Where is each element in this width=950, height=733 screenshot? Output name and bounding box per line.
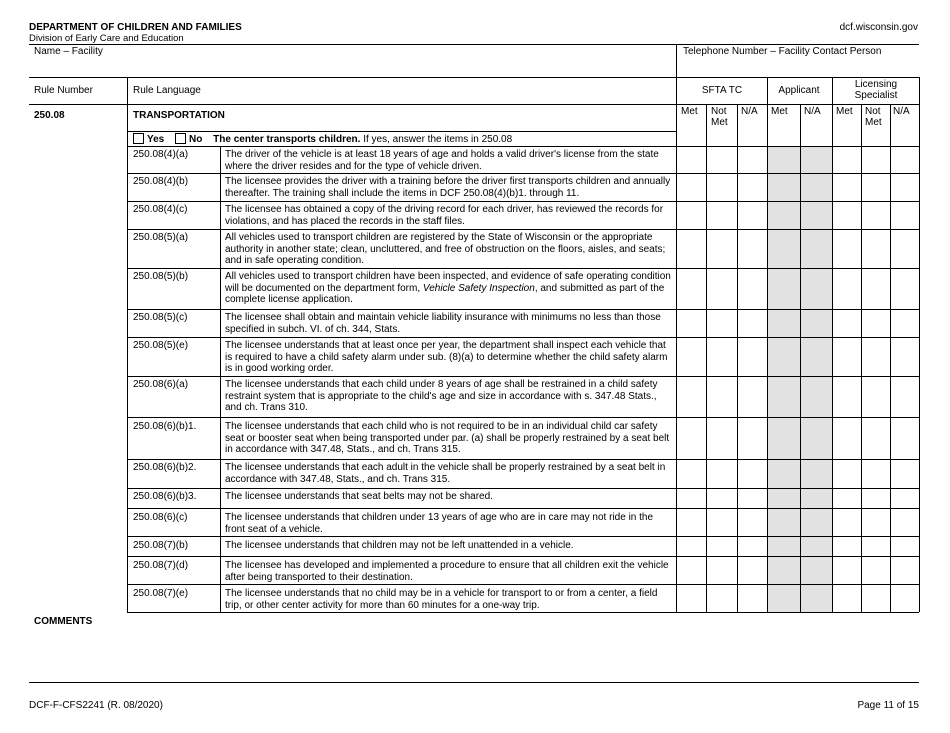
specialist-not-met-header: Not Met (865, 106, 882, 128)
name-facility-label: Name – Facility (34, 46, 103, 57)
rule-code: 250.08(4)(b) (133, 176, 189, 187)
rule-code: 250.08(6)(b)3. (133, 491, 197, 502)
telephone-label: Telephone Number – Facility Contact Person (683, 46, 882, 57)
yes-label: Yes (147, 134, 165, 145)
question-text: If yes, answer the items in 250.08 (363, 134, 513, 145)
rule-code: 250.08(4)(c) (133, 204, 188, 215)
rule-code: 250.08(5)(a) (133, 232, 189, 243)
rule-code: 250.08(7)(e) (133, 588, 189, 599)
rule-text: The licensee understands that seat belts may not be shared. (225, 491, 493, 502)
header-sfta-tc: SFTA TC (701, 85, 743, 96)
name-facility-field[interactable] (29, 46, 675, 76)
rule-code: 250.08(6)(a) (133, 379, 189, 390)
sfta-met-header: Met (681, 106, 698, 117)
rule-text: The licensee provides the driver with a training before the driver first transports children and annually thereafter. The training shall include the items in DCF 250.08(4)(b)1. through 11. (225, 176, 671, 199)
comments-field[interactable] (29, 630, 919, 680)
rule-text: The licensee understands that at least once per year, the department shall inspect each vehicle that is required to have a child safety alarm under sub. (8)(a) to determine whether the child safety alarm is in good working order. (225, 340, 668, 374)
rule-code: 250.08(7)(d) (133, 560, 189, 571)
rule-text: The licensee understands that children may not be left unattended in a vehicle. (225, 540, 574, 551)
rule-text-form-name: Vehicle Safety Inspection (422, 282, 535, 294)
applicant-na-header: N/A (804, 106, 821, 117)
no-checkbox[interactable] (175, 133, 186, 144)
header-rule-language: Rule Language (133, 85, 201, 96)
rule-code: 250.08(5)(b) (133, 271, 189, 282)
rule-text: All vehicles used to transport children are registered by the State of Wisconsin or the appropriate authority in another state; clean, uncluttered, and free of obstruction on the floors, aisles, and seats; and in safe operating condition. (225, 232, 666, 266)
comments-label: COMMENTS (34, 616, 93, 627)
rule-code: 250.08(4)(a) (133, 149, 189, 160)
sfta-na-header: N/A (741, 106, 758, 117)
rule-text: The licensee understands that each child who is not required to be in an individual child car safety seat or booster seat when being transported under par. (a) shall be properly restrained by a seat belt in accordance with 347.48, Stats., and ch. Trans 315. (225, 421, 670, 455)
rule-text: The licensee understands that each child under 8 years of age shall be restrained in a child safety restraint system that is appropriate to the child's age and size in accordance with s. 347.48 Stats., and ch. Trans 310. (225, 379, 658, 413)
form-number: DCF-F-CFS2241 (R. 08/2020) (29, 700, 163, 711)
rule-text: The licensee has developed and implemented a procedure to ensure that all children exit the vehicle after being transported to their destination. (225, 560, 669, 583)
website-link[interactable]: dcf.wisconsin.gov (839, 22, 918, 33)
rule-text: The licensee has obtained a copy of the driving record for each driver, has reviewed the records for violations, and has placed the records in the staff files. (225, 204, 664, 227)
rule-code: 250.08(5)(c) (133, 312, 188, 323)
applicant-met-header: Met (771, 106, 788, 117)
rule-text: The licensee understands that children under 13 years of age who are in care may not ride in the front seat of a vehicle. (225, 512, 654, 535)
page-number: Page 11 of 15 (857, 700, 919, 711)
header-applicant: Applicant (778, 85, 820, 96)
section-number: 250.08 (34, 110, 65, 121)
section-title: TRANSPORTATION (133, 110, 225, 121)
rule-text: The licensee understands that no child may be in a vehicle for transport to or from a center, a field trip, or other center activity for more than 60 minutes for a one-way trip. (225, 588, 658, 611)
yes-checkbox[interactable] (133, 133, 144, 144)
no-label: No (189, 134, 203, 145)
question-bold: The center transports children. (213, 134, 361, 145)
rule-text: The licensee understands that each adult in the vehicle shall be properly restrained by a seat belt in accordance with 347.48, Stats., and ch. Trans 315. (225, 462, 666, 485)
rule-code: 250.08(6)(b)2. (133, 462, 197, 473)
specialist-met-header: Met (836, 106, 853, 117)
rule-code: 250.08(6)(c) (133, 512, 188, 523)
header-rule-number: Rule Number (34, 85, 93, 96)
rule-text-part: All vehicles used to transport children have been inspected, and evidence of safe operating condition will be documented on the department form, (225, 271, 671, 294)
rule-code: 250.08(5)(e) (133, 340, 189, 351)
rule-text: The driver of the vehicle is at least 18 years of age and holds a valid driver's license from the state where the driver resides and for the type of vehicle driven. (225, 149, 659, 172)
rule-text-part: , and submitted as part of the complete license application. (225, 282, 665, 305)
department-name: DEPARTMENT OF CHILDREN AND FAMILIES (29, 22, 242, 33)
sfta-not-met-header: Not Met (711, 106, 728, 128)
rule-code: 250.08(6)(b)1. (133, 421, 197, 432)
rule-text: The licensee shall obtain and maintain vehicle liability insurance with minimums no less than those specified in subch. VI. of ch. 344, Stats. (225, 312, 661, 335)
specialist-na-header: N/A (893, 106, 910, 117)
division-name: Division of Early Care and Education (29, 33, 184, 44)
telephone-field[interactable] (677, 58, 919, 76)
rule-text (225, 271, 673, 306)
transports-question (133, 133, 512, 146)
rule-code: 250.08(7)(b) (133, 540, 189, 551)
header-licensing-specialist: Licensing Specialist (854, 79, 898, 101)
